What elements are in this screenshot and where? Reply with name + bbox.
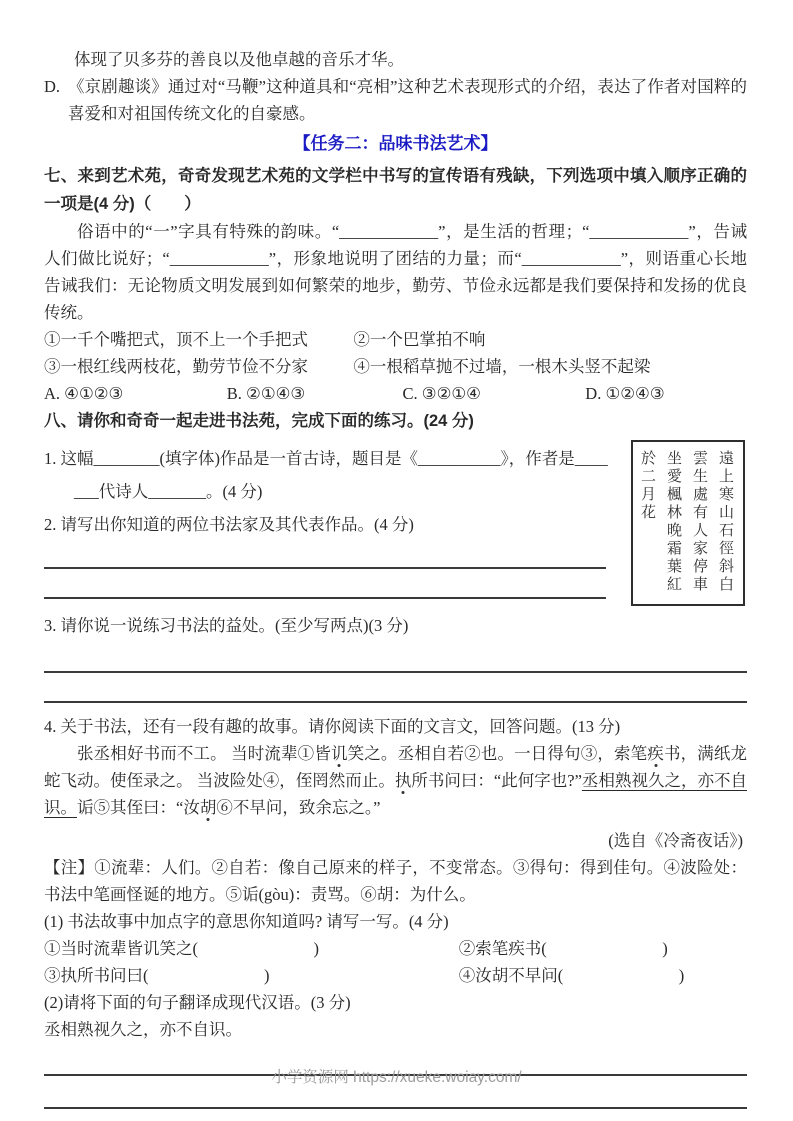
sub-question2-sentence: 丞相熟视久之，亦不自识。 xyxy=(44,1020,242,1039)
option-d-label: D. xyxy=(44,77,61,96)
task-banner: 【任务二：品味书法艺术】 xyxy=(293,134,498,153)
answer-line xyxy=(44,639,747,673)
q8-item2: 2. 请写出你知道的两位书法家及其代表作品。(4 分) xyxy=(44,515,414,534)
calligraphy-column-1: 遠上寒山石徑斜白 xyxy=(717,450,733,594)
sub1-item-2: ②索笔疾书( ) xyxy=(458,939,668,958)
classical-seg: ⑥不早问，致余忘之。” xyxy=(216,798,381,817)
option-c-tail-text: 体现了贝多芬的善良以及他卓越的音乐才华。 xyxy=(74,50,404,69)
question8-left-column xyxy=(44,435,622,599)
calligraphy-column-4: 於二月花 xyxy=(639,450,655,522)
classical-passage xyxy=(44,740,747,821)
sub-question2-heading: (2)请将下面的句子翻译成现代汉语。(3 分) xyxy=(44,993,351,1012)
q7-item-1: ①一千个嘴把式，顶不上一个手把式 xyxy=(44,330,308,349)
q7-choice-d: D. ①②④③ xyxy=(585,384,665,403)
q8-item3: 3. 请你说一说练习书法的益处。(至少写两点)(3 分) xyxy=(44,616,409,635)
answer-line xyxy=(44,673,747,703)
question8-heading: 八、请你和奇奇一起走进书法苑，完成下面的练习。(24 分) xyxy=(44,412,474,430)
option-d xyxy=(44,73,747,127)
classical-seg: 张丞相好书而不工。 当时流辈①皆 xyxy=(77,744,331,763)
answer-line xyxy=(44,538,606,569)
calligraphy-artwork xyxy=(631,440,745,606)
classical-notes: 【注】①流辈：人们。②自若：像自己原来的样子，不变常态。③得句：得到佳句。④波险处：书法中笔画怪诞的地方。⑤诟(gòu)：责骂。⑥胡：为什么。 xyxy=(44,858,747,904)
classical-dotted-char: 胡 xyxy=(199,798,217,817)
classical-seg: 诟⑤其侄曰：“汝 xyxy=(77,798,200,817)
question7-items-row2 xyxy=(44,353,747,380)
q8-item1-line1: 1. 这幅________(填字体)作品是一首古诗，题目是《__________》，作者是____ xyxy=(44,449,608,468)
sub-question1-heading: (1) 书法故事中加点字的意思你知道吗? 请写一写。(4 分) xyxy=(44,912,449,931)
answer-line xyxy=(44,569,606,599)
q7-choice-c: C. ③②①④ xyxy=(402,384,481,403)
question7-choices xyxy=(44,380,747,407)
sub-question1-row1 xyxy=(44,935,747,962)
question7-passage: 俗语中的“一”字具有特殊的韵味。“____________”，是生活的哲理；“____________”，告诫人们做比说好；“____________”，形象地说明了团结的力量；而“____________”，则语重心长地告诫我们：无论物质文明发展到如何繁荣的地步，勤劳、节俭永远都是我们要保持和发扬的优良传统。 xyxy=(44,222,747,322)
sub1-item-1: ①当时流辈皆讥笑之( ) xyxy=(44,939,319,958)
q7-item-4: ④一根稻草抛不过墙，一根木头竖不起梁 xyxy=(353,357,651,376)
classical-underlined-sentence: 丞相熟视久之，亦不自识。 xyxy=(44,771,747,817)
question7-items-row1 xyxy=(44,326,747,353)
classical-dotted-char: 疾 xyxy=(647,744,664,763)
question8-right-column xyxy=(631,435,747,606)
classical-seg: 书，满纸龙蛇飞动。使侄录之。 当波险处④，侄罔然而止。 xyxy=(44,744,748,790)
site-footer-link[interactable]: 小学资源网 https://xueke.woiay.com/ xyxy=(271,1069,522,1086)
q7-choice-a: A. ④①②③ xyxy=(44,384,124,403)
sub1-item-3: ③执所书问曰( ) xyxy=(44,966,270,985)
q8-item1-line2: ___代诗人_______。(4 分) xyxy=(74,482,263,501)
q7-item-3: ③一根红线两枝花，勤劳节俭不分家 xyxy=(44,357,308,376)
classical-seg: 所书问曰：“此何字也?” xyxy=(411,771,582,790)
option-d-text: 《京剧趣谈》通过对“马鞭”这种道具和“亮相”这种艺术表现形式的介绍，表达了作者对国粹的喜爱和对祖国传统文化的自豪感。 xyxy=(68,77,747,123)
question8-top-block xyxy=(44,435,747,606)
q7-choice-b: B. ②①④③ xyxy=(226,384,306,403)
q8-item4-heading: 4. 关于书法，还有一段有趣的故事。请你阅读下面的文言文，回答问题。(13 分) xyxy=(44,717,621,736)
q7-item-2: ②一个巴掌拍不响 xyxy=(353,330,486,349)
question7-heading: 七、来到艺术苑，奇奇发现艺术苑的文学栏中书写的宣传语有残缺，下列选项中填入顺序正确的一项是(4 分)（ ） xyxy=(44,167,747,213)
calligraphy-column-3: 坐愛楓林晚霜葉紅 xyxy=(665,450,681,594)
sub1-item-4: ④汝胡不早问( ) xyxy=(458,966,685,985)
classical-source: (选自《冷斋夜话》) xyxy=(608,831,743,850)
classical-dotted-char: 执 xyxy=(394,771,412,790)
calligraphy-column-2: 雲生處有人家停車 xyxy=(691,450,707,594)
classical-dotted-char: 讥 xyxy=(330,744,348,763)
sub-question1-row2 xyxy=(44,962,747,989)
classical-seg: 笑之。丞相自若②也。一日得句③，索笔 xyxy=(347,744,648,763)
